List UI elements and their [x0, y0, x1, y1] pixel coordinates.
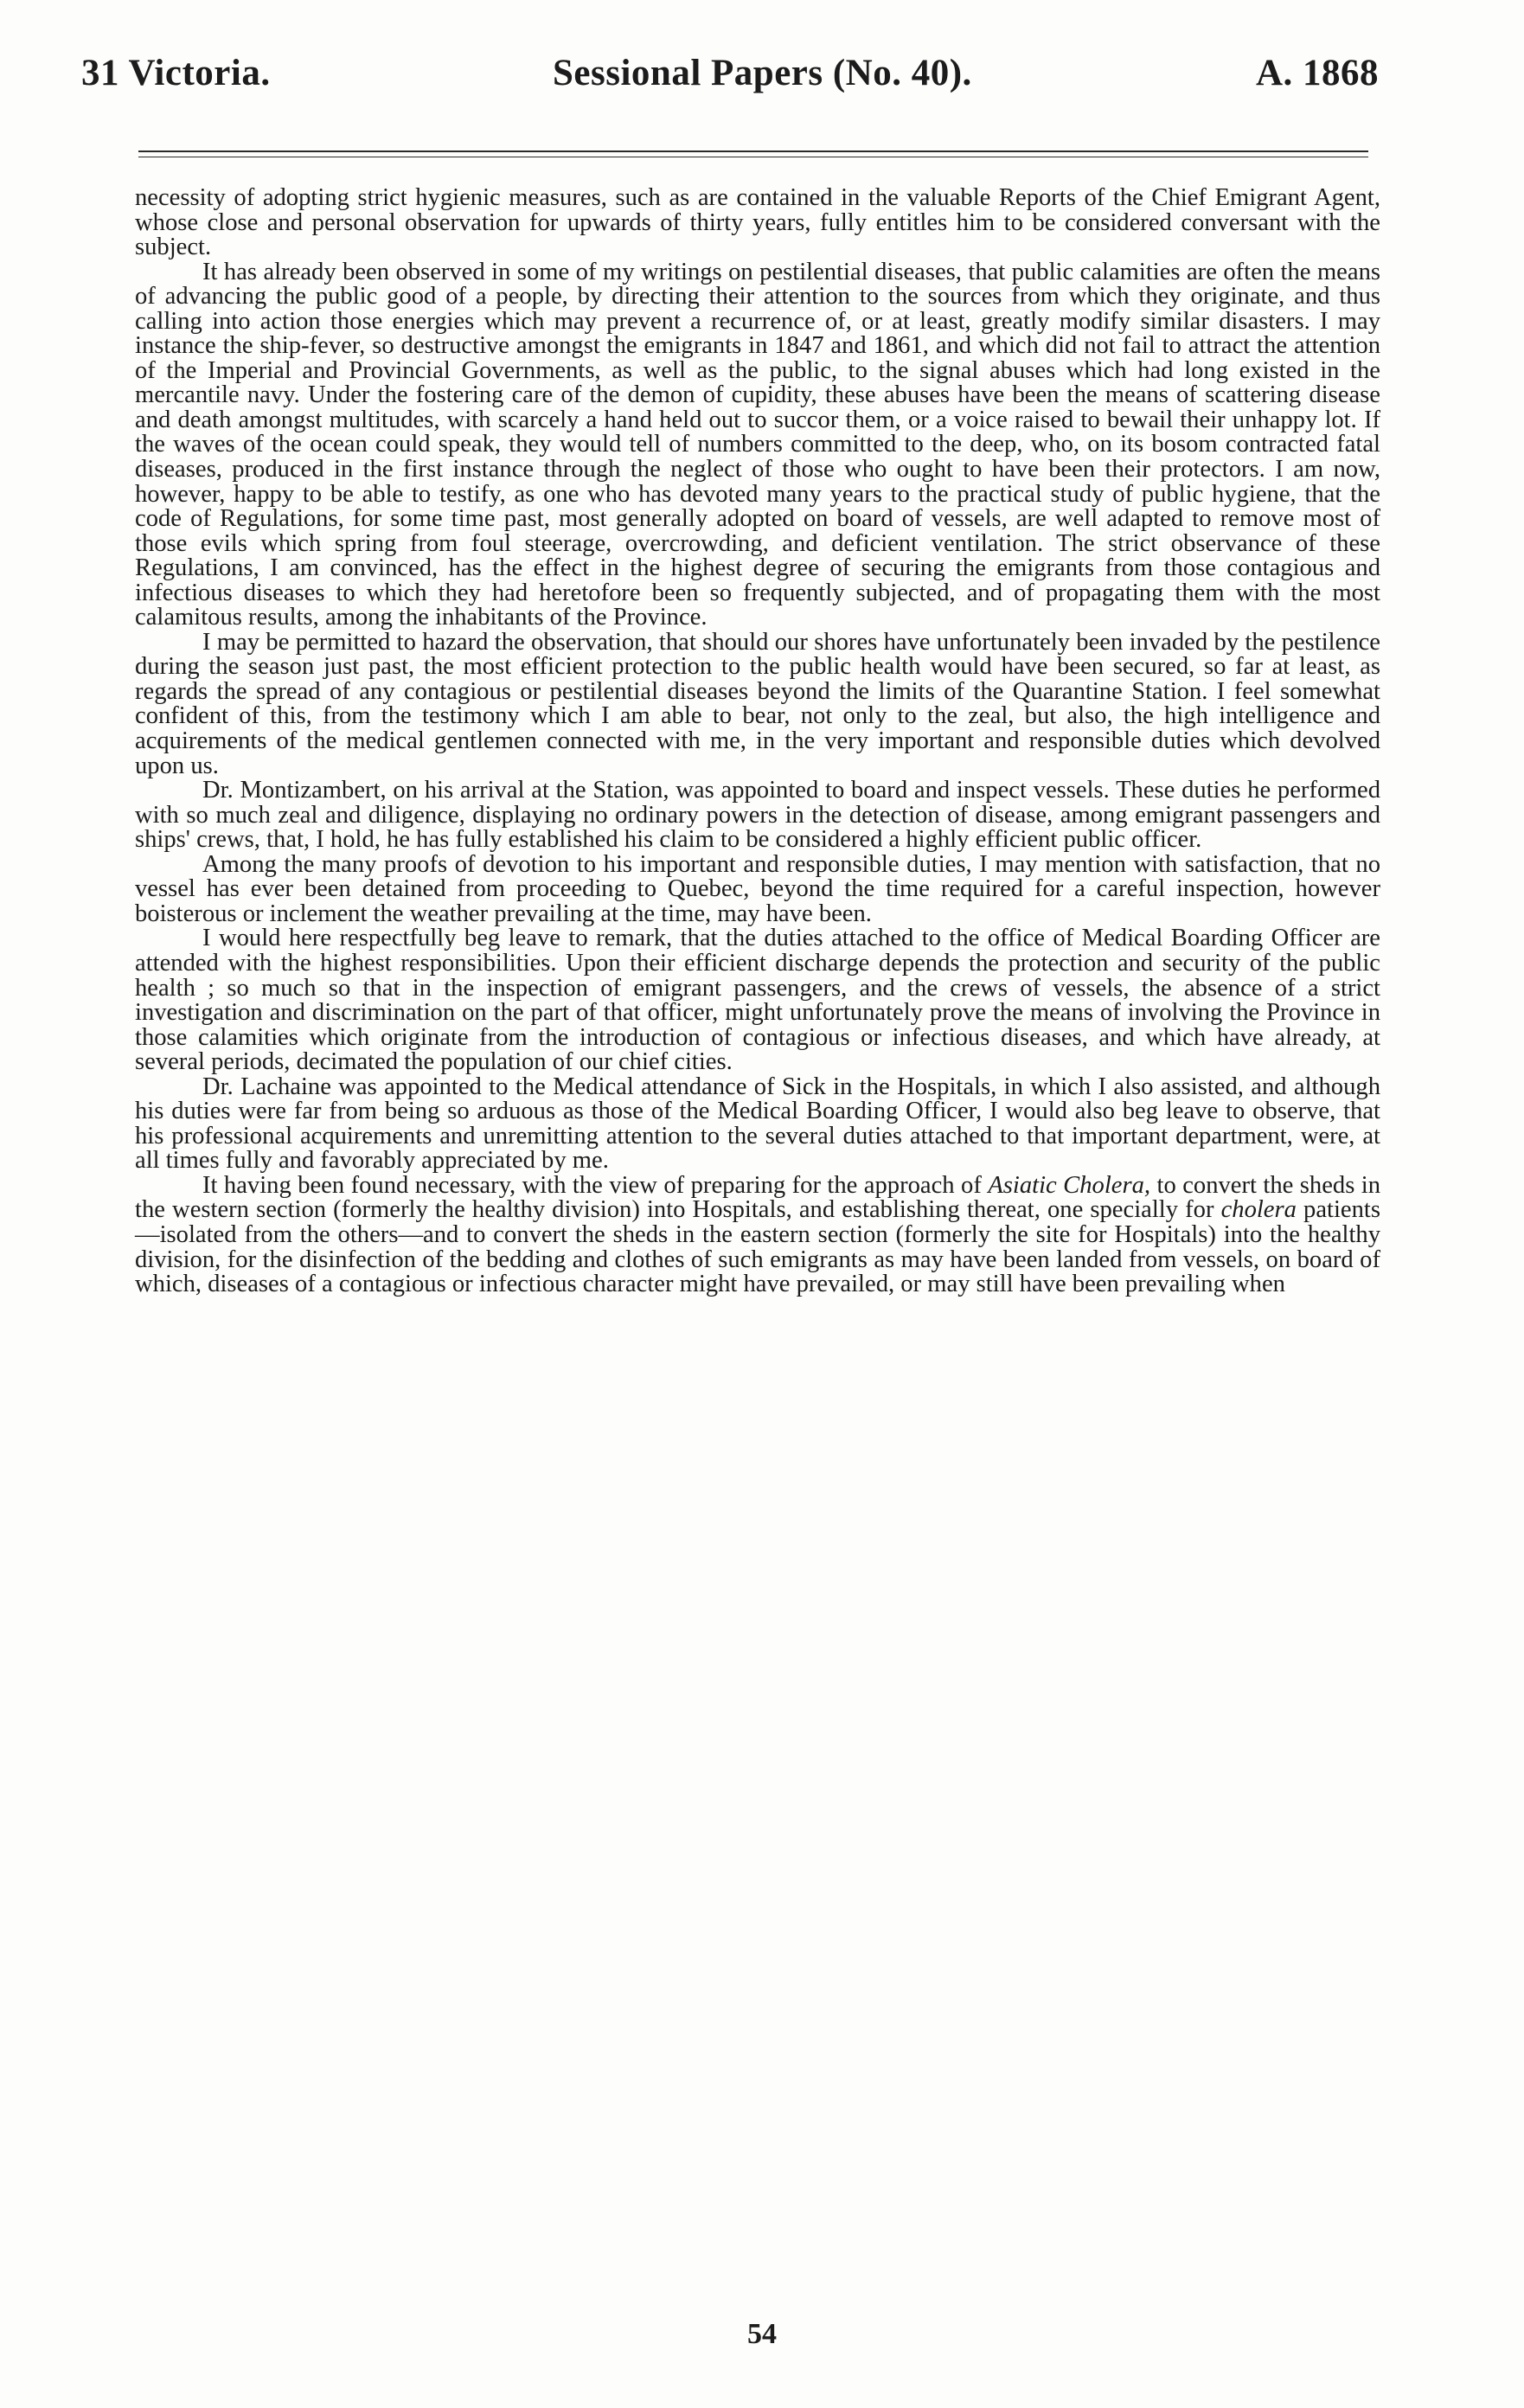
cholera-text-3: patients—isolated from the others—and to convert the sheds in the eastern section (formerly the site for Hospitals) into the healthy division, for the disinfection of the bedding and clothes of such emigrants as may have been landed from vessels, on board of which, diseases of a contagious or infectious character might have prevailed, or may still have been prevailing when: [135, 1196, 1380, 1298]
header-rule-top: [138, 150, 1368, 152]
page-number: 54: [747, 2318, 777, 2350]
paragraph-pestilence: I may be permitted to hazard the observation, that should our shores have unfortunately been invaded by the pestilence during the season just past, the most efficient protection to the public health would have been secured, so far at least, as regards the spread of any contagious or pestilential diseases beyond the limits of the Quarantine Station. I feel somewhat confident of this, from the testimony which I am able to bear, not only to the zeal, but also, the high intelligence and acquirements of the medical gentlemen connected with me, in the very important and responsible duties which devolved upon us.: [135, 628, 1380, 779]
paragraph-lachaine: Dr. Lachaine was appointed to the Medical attendance of Sick in the Hospitals, in which I also assisted, and although his duties were far from being so arduous as those of the Medical Boarding Officer, I would also beg leave to observe, that his professional acquirements and unremitting attention to the several duties attached to that important department, were, at all times fully and favorably appreciated by me.: [135, 1073, 1380, 1175]
cholera-italic-cholera: cholera: [1220, 1196, 1297, 1224]
header-regnal-year: 31 Victoria.: [81, 53, 271, 93]
header-year: A. 1868: [1255, 53, 1379, 93]
cholera-text-2: to convert the sheds in the western section (formerly the healthy division) into Hospitals, and establishing thereat, one specially for: [135, 1171, 1381, 1224]
running-header: [81, 52, 1379, 104]
header-sessional-papers: Sessional Papers (No. 40).: [553, 53, 972, 93]
paragraph-montizambert: Dr. Montizambert, on his arrival at the Station, was appointed to board and inspect vessels. These duties he performed with so much zeal and diligence, displaying no ordinary powers in the detection of disease, among emigrant passengers and ships' crews, that, I hold, he has fully established his claim to be considered a highly efficient public officer.: [135, 777, 1380, 854]
paragraph-cholera: [135, 1171, 1381, 1298]
body-text: [135, 186, 1380, 1297]
paragraph-ship-fever: It has already been observed in some of my writings on pestilential diseases, that public calamities are often the means of advancing the public good of a people, by directing their attention to the sources from which they originate, and thus calling into action those energies which may prevent a recurrence of, or at least, greatly modify similar disasters. I may instance the ship-fever, so destructive amongst the emigrants in 1847 and 1861, and which did not fail to attract the attention of the Imperial and Provincial Governments, as well as the public, to the signal abuses which had long existed in the mercantile navy. Under the fostering care of the demon of cupidity, these abuses have been the means of scattering disease and death amongst multitudes, with scarcely a hand held out to succor them, or a voice raised to bewail their unhappy lot. If the waves of the ocean could speak, they would tell of numbers committed to the deep, who, on its bosom contracted fatal diseases, produced in the first instance through the neglect of those who ought to have been their protectors. I am now, however, happy to be able to testify, as one who has devoted many years to the practical study of public hygiene, that the code of Regulations, for some time past, most generally adopted on board of vessels, are well adapted to remove most of those evils which spring from foul steerage, overcrowding, and deficient ventilation. The strict observance of these Regulations, I am convinced, has the effect in the highest degree of securing the emigrants from those contagious and infectious diseases to which they had heretofore been so frequently subjected, and of propagating them with the most calamitous results, among the inhabitants of the Province.: [135, 258, 1380, 631]
cholera-text-1: It having been found necessary, with the view of preparing for the approach of: [202, 1171, 989, 1199]
paragraph-devotion: Among the many proofs of devotion to his important and responsible duties, I may mention with satisfaction, that no vessel has ever been detained from proceeding to Quebec, beyond the time required for a careful inspection, however boisterous or inclement the weather prevailing at the time, may have been.: [135, 850, 1380, 927]
cholera-italic-asiatic: Asiatic Cholera,: [988, 1171, 1151, 1199]
paragraph-continued: necessity of adopting strict hygienic measures, such as are contained in the valuable Reports of the Chief Emigrant Agent, whose close and personal observation for upwards of thirty years, fully entitles him to be considered conversant with the subject.: [135, 184, 1380, 261]
paragraph-boarding-officer: I would here respectfully beg leave to remark, that the duties attached to the office of Medical Boarding Officer are attended with the highest responsibilities. Upon their efficient discharge depends the protection and security of the public health ; so much so that in the inspection of emigrant passengers, and the crews of vessels, the absence of a strict investigation and discrimination on the part of that officer, might unfortunately prove the means of involving the Province in those calamities which originate from the introduction of contagious or infectious diseases, and which have already, at several periods, decimated the population of our chief cities.: [135, 925, 1380, 1076]
